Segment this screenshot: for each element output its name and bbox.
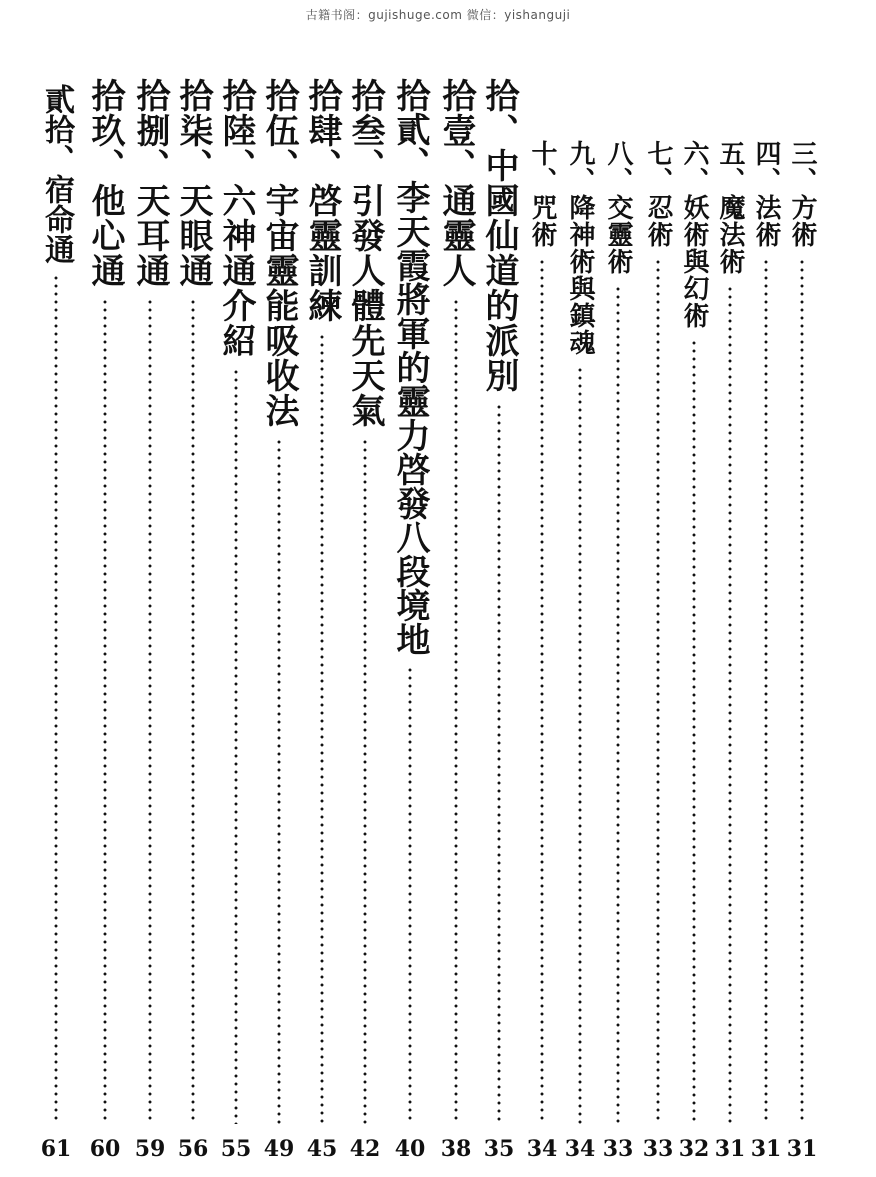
toc-entry-title: 拾伍、宇宙靈能吸收法 [259, 78, 299, 428]
toc-entry-title: 拾叁、引發人體先天氣 [345, 78, 385, 428]
toc-page-number: 34 [526, 1136, 558, 1162]
toc-page-number: 33 [602, 1136, 634, 1162]
dot-leader [616, 285, 620, 1124]
toc-entry [390, 78, 430, 1130]
toc-entry [216, 78, 256, 1130]
toc-entry-title: 四、法術 [751, 140, 781, 248]
dot-leader [363, 438, 367, 1124]
dot-leader [656, 258, 660, 1124]
toc-entry [638, 140, 678, 1130]
toc-entry-title: 十、咒術 [527, 140, 557, 248]
dot-leader [692, 339, 696, 1124]
toc-entry [345, 78, 385, 1130]
toc-page-number: 49 [263, 1136, 295, 1162]
toc-entry [782, 140, 822, 1130]
toc-entry-title: 拾貳、李天霞將軍的靈力啓發八段境地 [390, 78, 430, 656]
toc-entry-title: 貳拾、宿命通 [39, 84, 74, 264]
dot-leader [54, 274, 58, 1124]
toc-page-number: 59 [134, 1136, 166, 1162]
dot-leader [578, 366, 582, 1124]
dot-leader [148, 298, 152, 1124]
toc-entry-title: 六、妖術與幻術 [679, 140, 709, 329]
dot-leader [800, 258, 804, 1124]
dot-leader [497, 403, 501, 1124]
toc-page-number: 33 [642, 1136, 674, 1162]
toc-page-number: 31 [714, 1136, 746, 1162]
dot-leader [408, 666, 412, 1124]
dot-leader [454, 298, 458, 1124]
dot-leader [728, 285, 732, 1124]
toc-entry [710, 140, 750, 1130]
toc-entry [259, 78, 299, 1130]
toc-page-number: 35 [483, 1136, 515, 1162]
toc-entry-title: 拾肆、啓靈訓練 [302, 78, 342, 323]
toc-entry [302, 78, 342, 1130]
toc-entry-title: 七、忍術 [643, 140, 673, 248]
toc-entry [85, 78, 125, 1130]
toc-entry-title: 拾玖、他心通 [85, 78, 125, 288]
toc-page-number: 31 [786, 1136, 818, 1162]
dot-leader [320, 333, 324, 1124]
toc-entry [746, 140, 786, 1130]
toc-page-number: 31 [750, 1136, 782, 1162]
toc-entry-title: 拾壹、通靈人 [436, 78, 476, 288]
watermark-text: 古籍书阁：gujishuge.com 微信：yishanguji [305, 8, 571, 22]
toc-page-number: 38 [440, 1136, 472, 1162]
toc-entry [598, 140, 638, 1130]
toc-entry [479, 78, 519, 1130]
toc-entry [436, 78, 476, 1130]
toc-page-number: 60 [89, 1136, 121, 1162]
toc-entry-title: 三、方術 [787, 140, 817, 248]
toc-entry-title: 拾、中國仙道的派別 [479, 78, 519, 393]
toc-entry-title: 九、降神術與鎮魂 [565, 140, 595, 356]
dot-leader [191, 298, 195, 1124]
toc-entry-title: 拾捌、天耳通 [130, 78, 170, 288]
dot-leader [540, 258, 544, 1124]
toc-entry [522, 140, 562, 1130]
toc-entry-title: 八、交靈術 [603, 140, 633, 275]
toc-entry-title: 拾柒、天眼通 [173, 78, 213, 288]
toc-page-number: 56 [177, 1136, 209, 1162]
dot-leader [103, 298, 107, 1124]
toc-entry [674, 140, 714, 1130]
toc-page-number: 42 [349, 1136, 381, 1162]
dot-leader [764, 258, 768, 1124]
dot-leader [234, 368, 238, 1124]
toc-page-number: 32 [678, 1136, 710, 1162]
toc-page-number: 55 [220, 1136, 252, 1162]
toc-page-number: 40 [394, 1136, 426, 1162]
toc-entry-title: 五、魔法術 [715, 140, 745, 275]
dot-leader [277, 438, 281, 1124]
toc-page-number: 45 [306, 1136, 338, 1162]
toc-entry [173, 78, 213, 1130]
toc-page-number: 34 [564, 1136, 596, 1162]
toc-page-number: 61 [40, 1136, 72, 1162]
toc-entry [130, 78, 170, 1130]
toc-entry [560, 140, 600, 1130]
toc-entry-title: 拾陸、六神通介紹 [216, 78, 256, 358]
toc-entry [36, 84, 76, 1130]
